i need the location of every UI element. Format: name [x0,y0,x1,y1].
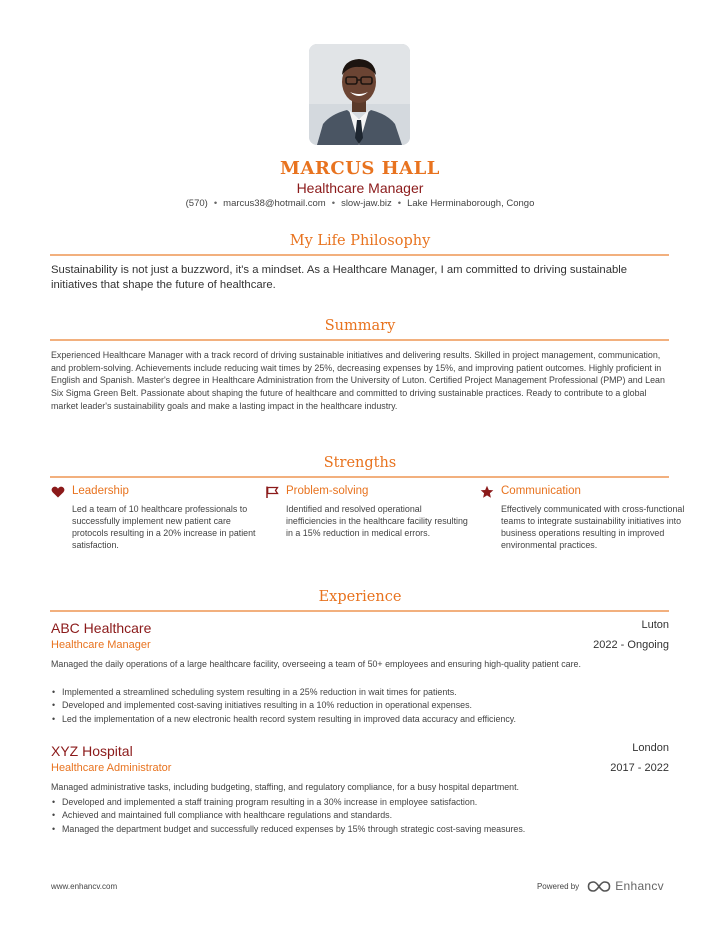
section-title-summary: Summary [324,318,396,334]
phone: (570) [185,198,208,209]
list-item: • Developed and implemented a staff training program resulting in a 30% increase in employee satisfaction. [51,796,671,809]
website-link[interactable]: slow-jaw.biz [341,198,392,209]
brand-name: Enhancv [615,879,664,893]
job-title: Healthcare Administrator [51,762,172,774]
separator-dot: • [397,198,402,209]
list-item: • Led the implementation of a new electronic health record system resulting in improved data accuracy and efficiency. [51,713,671,726]
section-divider [50,339,669,341]
job-location: London [632,742,669,754]
enhancv-logo-icon [587,880,611,893]
section-divider [50,476,669,478]
location: Lake Herminaborough, Congo [407,198,535,209]
company-name: ABC Healthcare [51,620,152,636]
job-location: Luton [641,619,669,631]
strength-title: Problem-solving [286,485,369,497]
candidate-name: MARCUS HALL [280,158,440,179]
star-icon [480,485,494,499]
philosophy-text: Sustainability is not just a buzzword, it's a mindset. As a Healthcare Manager, I am committed to driving sustainable initiatives that shape the future of healthcare. [51,264,628,291]
footer-website-link[interactable]: www.enhancv.com [51,882,118,891]
section-title-philosophy: My Life Philosophy [289,233,431,249]
job-achievements [51,686,671,726]
section-title-strengths: Strengths [323,455,397,471]
profile-photo [309,44,410,145]
section-divider [50,254,669,256]
strength-title: Leadership [72,485,129,497]
candidate-role: Healthcare Manager [296,180,424,196]
heart-icon [51,485,65,499]
section-title-experience: Experience [318,589,402,605]
strength-description: Effectively communicated with cross-functional teams to integrate sustainability initiatives into business operations resulting in improved environmental practices. [501,504,685,550]
strength-description: Led a team of 10 healthcare professionals to successfully implement new patient care protocols resulting in a 20% increase in patient satisfaction. [72,504,256,550]
powered-by-label: Powered by [536,881,580,891]
email[interactable]: marcus38@hotmail.com [223,198,326,209]
separator-dot: • [331,198,336,209]
contact-line [0,198,720,209]
job-dates: 2022 - Ongoing [593,639,669,651]
list-item: • Developed and implemented cost-saving initiatives resulting in a 10% reduction in operational expenses. [51,699,671,712]
job-description: Managed administrative tasks, including budgeting, staffing, and regulatory compliance, for a busy hospital department. [51,782,520,792]
flag-icon [265,485,279,499]
footer-branding [537,877,664,895]
separator-dot: • [213,198,218,209]
section-divider [50,610,669,612]
list-item: • Managed the department budget and successfully reduced expenses by 15% through strategic cost-saving measures. [51,823,671,836]
strength-title: Communication [501,485,581,497]
brand-logo[interactable] [587,879,664,893]
person-portrait-icon [309,44,410,145]
job-title: Healthcare Manager [51,639,151,651]
list-item: • Implemented a streamlined scheduling system resulting in a 25% reduction in wait times for patients. [51,686,671,699]
company-name: XYZ Hospital [51,743,133,759]
summary-text: Experienced Healthcare Manager with a track record of driving sustainable initiatives and delivering results. Skilled in project management, communication, and problem-solving. Achievements include reducing wait times by 25%, decreasing expenses by 15%, and improving patient outcomes. Highly proficient in English and Spanish. Master's degree in Healthcare Administration from the University of Luton. Certified Project Management Professional (PMP) and Lean Six Sigma Green Belt. Passionate about shaping the future of healthcare and committed to driving sustainable practices. Ready to contribute to a global market leader's sustainability goals and make a lasting impact in the healthcare industry. [51,350,665,411]
job-dates: 2017 - 2022 [610,762,669,774]
strength-description: Identified and resolved operational inefficiencies in the healthcare facility resulting in a 15% reduction in medical errors. [286,504,468,538]
job-achievements [51,796,671,836]
job-description: Managed the daily operations of a large healthcare facility, overseeing a team of 50+ employees and ensuring high-quality patient care. [51,659,581,669]
list-item: • Achieved and maintained full compliance with healthcare regulations and standards. [51,809,671,822]
